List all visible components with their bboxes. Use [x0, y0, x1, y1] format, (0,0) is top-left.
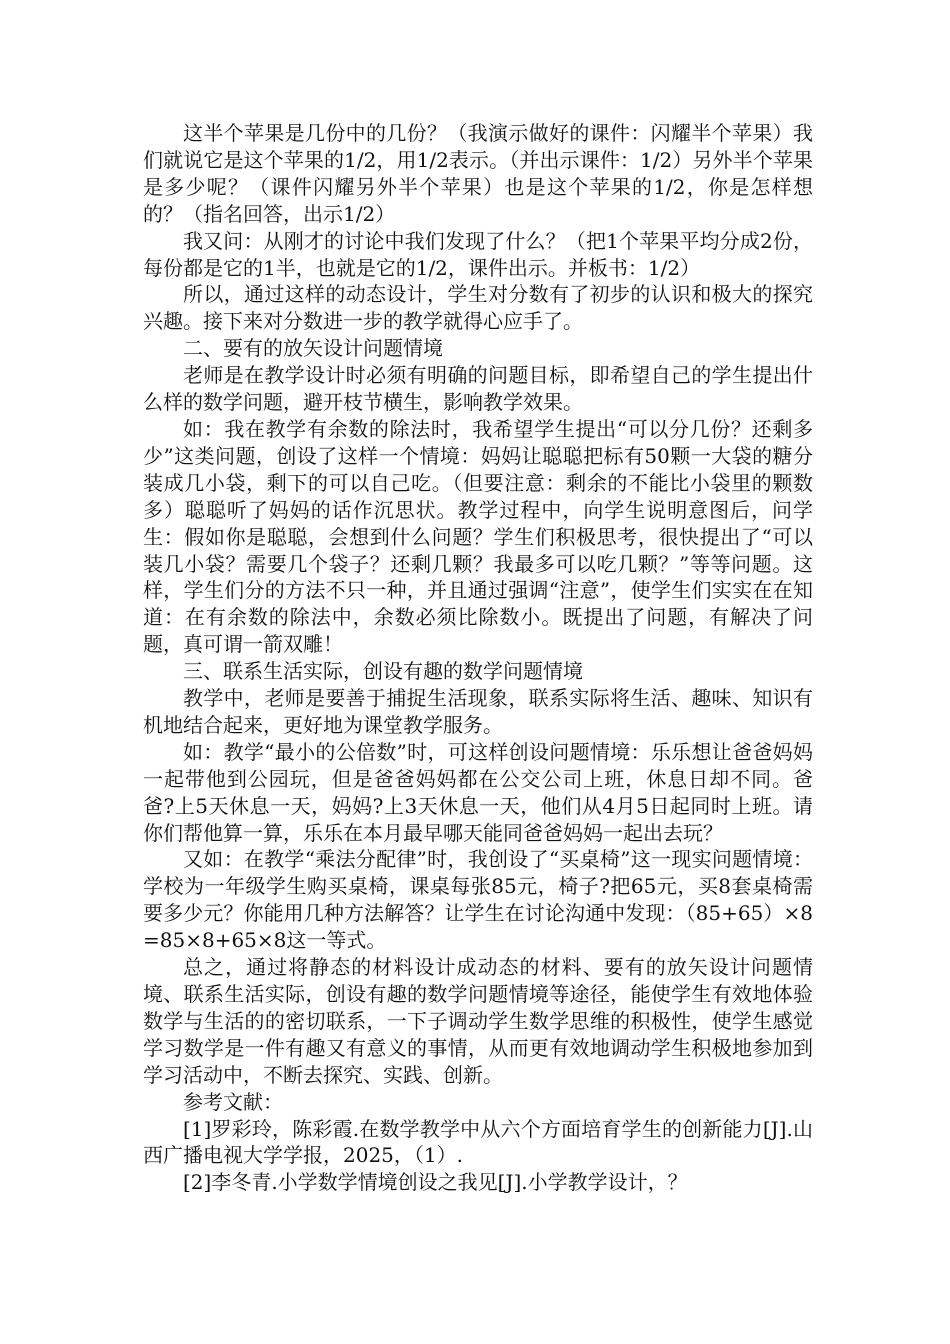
paragraph-dynamic-design-summary: 所以，通过这样的动态设计，学生对分数有了初步的认识和极大的探究兴趣。接下来对分数进一步的教学就得心应手了。 — [143, 282, 813, 334]
paragraph-distributive-example: 又如：在教学“乘法分配律”时，我创设了“买桌椅”这一现实问题情境：学校为一年级学生购买桌椅，课桌每张85元，椅子?把65元，买8套桌椅需要多少元？你能用几种方法解答？让学生在讨论沟通中发现：（85+65）×8=85×8+65×8这一等式。 — [143, 847, 813, 953]
paragraph-real-life: 教学中，老师是要善于捕捉生活现象，联系实际将生活、趣味、知识有机地结合起来，更好地为课堂教学服务。 — [143, 686, 813, 737]
section-heading-3: 三、联系生活实际，创设有趣的数学问题情境 — [183, 659, 583, 684]
paragraph-discovery: 我又问：从刚才的讨论中我们发现了什么？（把1个苹果平均分成2份，每份都是它的1半，也就是它的1/2，课件出示。并板书：1/2） — [143, 228, 813, 280]
references-heading: 参考文献： — [183, 1089, 283, 1114]
paragraph-lcm-example: 如：教学“最小的公倍数”时，可这样创设问题情境：乐乐想让爸爸妈妈一起带他到公园玩，但是爸爸妈妈都在公交公司上班，休息日却不同。爸爸?上5天休息一天，妈妈?上3天休息一天，他们从4月5日起同时上班。请你们帮他算一算，乐乐在本月最早哪天能同爸爸妈妈一起出去玩？ — [143, 739, 813, 845]
reference-item-1: [1]罗彩玲，陈彩霞.在数学教学中从六个方面培育学生的创新能力[J].山西广播电视大学学报，2025，（1）. — [143, 1116, 813, 1168]
paragraph-half-apple: 这半个苹果是几份中的几份？（我演示做好的课件：闪耀半个苹果）我们就说它是这个苹果的1/2，用1/2表示。（并出示课件：1/2）另外半个苹果是多少呢？（课件闪耀另外半个苹果）也是这个苹果的1/2，你是怎样想的？（指名回答，出示1/2） — [143, 121, 813, 226]
paragraph-remainder-division-example: 如：我在教学有余数的除法时，我希望学生提出“可以分几份？还剩多少”这类问题，创设了这样一个情境：妈妈让聪聪把标有50颗一大袋的糖分装成几小袋，剩下的可以自己吃。（但要注意：剩余的不能比小袋里的颗数多）聪聪听了妈妈的话作沉思状。教学过程中，向学生说明意图后，问学生：假如你是聪聪，会想到什么问题？学生们积极思考，很快提出了“可以装几小袋？需要几个袋子？还剩几颗？我最多可以吃几颗？”等等问题。这样，学生们分的方法不只一种，并且通过强调“注意”，使学生们实实在在知道：在有余数的除法中，余数必须比除数小。既提出了问题，有解决了问题，真可谓一箭双雕！ — [143, 416, 813, 657]
paragraph-conclusion: 总之，通过将静态的材料设计成动态的材料、要有的放矢设计问题情境、联系生活实际，创设有趣的数学问题情境等途径，能使学生有效地体验数学与生活的的密切联系，一下子调动学生数学思维的积极性，使学生感觉学习数学是一件有趣又有意义的事情，从而更有效地调动学生积极地参加到学习活动中，不断去探究、实践、创新。 — [143, 955, 813, 1087]
document-body — [143, 120, 813, 1196]
reference-item-2: [2]李冬青.小学数学情境创设之我见[J].小学教学设计，？ — [183, 1170, 688, 1195]
paragraph-problem-goal: 老师是在教学设计时必须有明确的问题目标，即希望自己的学生提出什么样的数学问题，避开枝节横生，影响教学效果。 — [143, 363, 813, 415]
section-heading-2: 二、要有的放矢设计问题情境 — [183, 336, 443, 361]
